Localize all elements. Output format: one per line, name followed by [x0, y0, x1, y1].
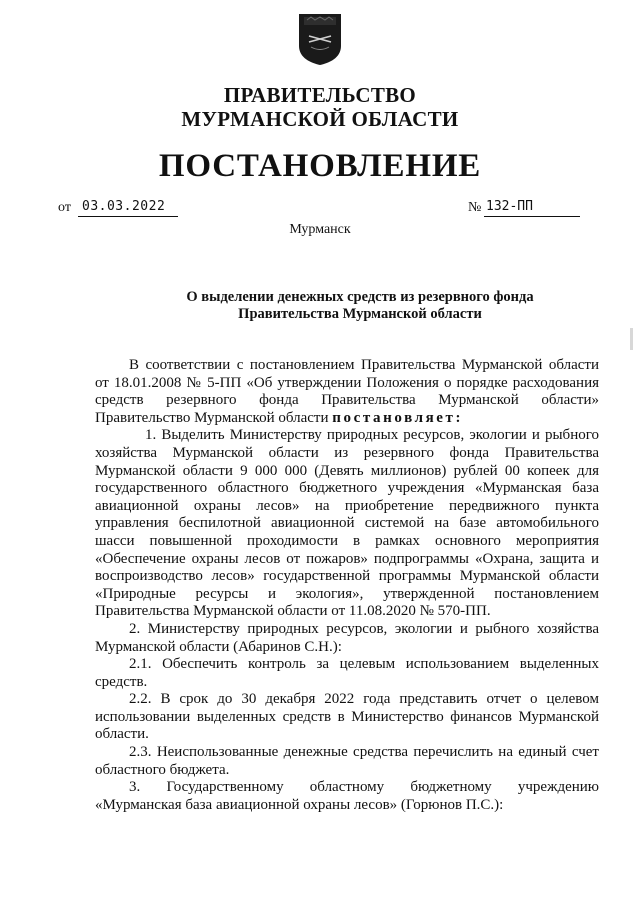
decree-word: постановляет: — [332, 409, 464, 426]
paragraph-2-2: 2.2. В срок до 30 декабря 2022 года представить отчет о целевом использовании выделенных средств в Министерство финансов Мурманской области. — [95, 691, 599, 743]
document-type-title: ПОСТАНОВЛЕНИЕ — [158, 148, 482, 184]
coat-of-arms-icon — [297, 12, 343, 66]
number-prefix: № — [468, 200, 482, 215]
subject-line1: О выделении денежных средств из резервного фонда — [186, 289, 534, 305]
document-subject — [170, 289, 550, 323]
preamble-text: В соответствии с постановлением Правительства Мурманской области от 18.01.2008 № 5-ПП «Об утверждении Положения о порядке расходования средств резервного фонда Правительства Мурманской области» Правительство Мурманской области — [95, 357, 599, 426]
paragraph-1: 1. Выделить Министерству природных ресурсов, экологии и рыбного хозяйства Мурманской области из резервного фонда Правительства Мурманской области 9 000 000 (Девять миллионов) рублей 00 копеек для государственного областного бюджетного учреждения «Мурманская база авиационной охраны лесов» на приобретение передвижного пункта управления беспилотной авиационной системой на базе автомобильного шасси повышенной проходимости в рамках основного мероприятия «Обеспечение охраны лесов от пожаров» подпрограммы «Охрана, защита и воспроизводство лесов» государственной программы Мурманской области «Природные ресурсы и экология», утвержденной постановлением Правительства Мурманской области от 11.08.2020 № 570-ПП. — [95, 427, 599, 620]
scan-artifact — [630, 328, 633, 350]
document-number: 132-ПП — [484, 198, 580, 217]
paragraph-2-1: 2.1. Обеспечить контроль за целевым использованием выделенных средств. — [95, 656, 599, 690]
city-name: Мурманск — [289, 222, 351, 237]
paragraph-2-3: 2.3. Неиспользованные денежные средства перечислить на единый счет областного бюджета. — [95, 744, 599, 778]
document-body — [95, 357, 599, 814]
paragraph-3: 3. Государственному областному бюджетному учреждению «Мурманская база авиационной охраны лесов» (Горюнов П.С.): — [95, 779, 599, 813]
subject-line2: Правительства Мурманской области — [238, 306, 482, 322]
paragraph-2: 2. Министерству природных ресурсов, экологии и рыбного хозяйства Мурманской области (Абаринов С.Н.): — [95, 620, 599, 655]
preamble-paragraph — [95, 357, 599, 427]
government-name-line1: ПРАВИТЕЛЬСТВО — [223, 83, 417, 107]
document-date: 03.03.2022 — [78, 198, 178, 217]
government-name-line2: МУРМАНСКОЙ ОБЛАСТИ — [181, 107, 459, 131]
date-prefix: от — [58, 200, 71, 215]
